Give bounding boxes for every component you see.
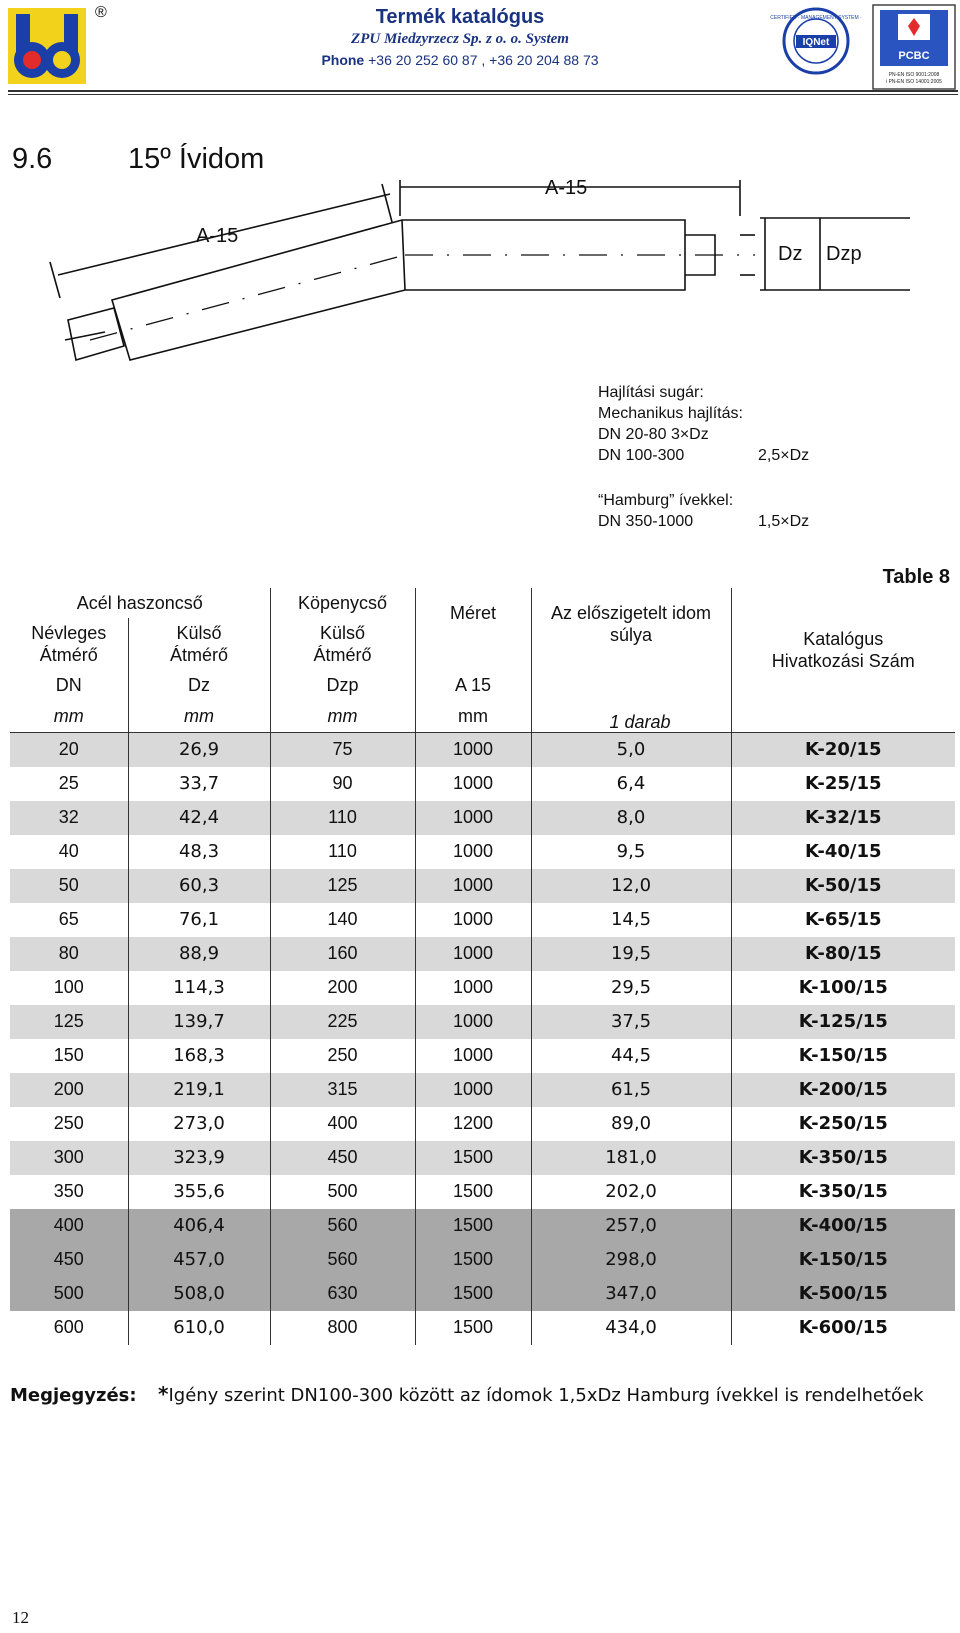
cell-catalog-ref: K-40/15 xyxy=(731,835,955,869)
header-outer: Külső Átmérő xyxy=(128,618,270,670)
header-unit-weight: 1 darab xyxy=(609,712,671,732)
cell-catalog-ref: K-350/15 xyxy=(731,1141,955,1175)
cell-catalog-ref: K-350/15 xyxy=(731,1175,955,1209)
footnote xyxy=(10,1382,924,1406)
cell-dzp: 800 xyxy=(270,1311,415,1345)
radius-label: Hajlítási sugár: xyxy=(598,384,704,401)
cell-a15: 1200 xyxy=(415,1107,531,1141)
cell-weight: 6,4 xyxy=(531,767,731,801)
cell-weight: 347,0 xyxy=(531,1277,731,1311)
cell-a15: 1500 xyxy=(415,1277,531,1311)
cell-weight: 61,5 xyxy=(531,1073,731,1107)
cell-a15: 1000 xyxy=(415,937,531,971)
cell-a15: 1000 xyxy=(415,903,531,937)
cell-catalog-ref: K-65/15 xyxy=(731,903,955,937)
cell-dzp: 75 xyxy=(270,733,415,767)
table-row xyxy=(10,835,955,869)
cell-weight: 89,0 xyxy=(531,1107,731,1141)
cell-catalog-ref: K-150/15 xyxy=(731,1243,955,1277)
cell-dz: 48,3 xyxy=(128,835,270,869)
cell-weight: 37,5 xyxy=(531,1005,731,1039)
table-row xyxy=(10,1141,955,1175)
cell-a15: 1500 xyxy=(415,1141,531,1175)
section-number: 9.6 xyxy=(12,143,53,175)
hamburg-range: DN 350-1000 xyxy=(598,513,694,530)
cell-catalog-ref: K-125/15 xyxy=(731,1005,955,1039)
page-number: 12 xyxy=(12,1608,29,1627)
cell-dn: 250 xyxy=(10,1107,128,1141)
table-row xyxy=(10,971,955,1005)
company-name: ZPU Miedzyrzecz Sp. z o. o. System xyxy=(351,31,569,47)
cell-a15: 1000 xyxy=(415,1073,531,1107)
cell-dz: 610,0 xyxy=(128,1311,270,1345)
mechanical-row-1 xyxy=(598,424,743,445)
cell-dz: 88,9 xyxy=(128,937,270,971)
cell-catalog-ref: K-20/15 xyxy=(731,733,955,767)
cell-dz: 168,3 xyxy=(128,1039,270,1073)
cell-dzp: 250 xyxy=(270,1039,415,1073)
cell-catalog-ref: K-200/15 xyxy=(731,1073,955,1107)
cell-catalog-ref: K-400/15 xyxy=(731,1209,955,1243)
cell-weight: 9,5 xyxy=(531,835,731,869)
pcbc-certificate-badge xyxy=(872,4,956,90)
cell-dn: 350 xyxy=(10,1175,128,1209)
mechanical-row-2 xyxy=(598,445,810,466)
table-row xyxy=(10,801,955,835)
cell-dz: 76,1 xyxy=(128,903,270,937)
cell-dn: 400 xyxy=(10,1209,128,1243)
cell-dz: 406,4 xyxy=(128,1209,270,1243)
cell-catalog-ref: K-150/15 xyxy=(731,1039,955,1073)
svg-text:CERTIFIED · MANAGEMENT SYSTEM: CERTIFIED · MANAGEMENT SYSTEM · xyxy=(770,15,862,21)
header-divider xyxy=(8,90,958,92)
cell-weight: 8,0 xyxy=(531,801,731,835)
svg-text:PCBC: PCBC xyxy=(898,50,930,62)
cell-a15: 1000 xyxy=(415,869,531,903)
cell-a15: 1500 xyxy=(415,1311,531,1345)
cell-weight: 434,0 xyxy=(531,1311,731,1345)
hamburg-row xyxy=(598,511,810,532)
cell-a15: 1500 xyxy=(415,1175,531,1209)
section-title xyxy=(12,143,264,176)
footnote-text: Igény szerint DN100-300 között az ídomok 1,5xDz Hamburg ívekkel is rendelhetőek xyxy=(168,1385,924,1406)
table-row xyxy=(10,937,955,971)
cell-catalog-ref: K-50/15 xyxy=(731,869,955,903)
cell-a15: 1500 xyxy=(415,1209,531,1243)
cell-dz: 26,9 xyxy=(128,733,270,767)
cell-dz: 114,3 xyxy=(128,971,270,1005)
cell-a15: 1000 xyxy=(415,1005,531,1039)
svg-text:PN-EN ISO 9001:2008: PN-EN ISO 9001:2008 xyxy=(888,72,940,78)
header-unit-dz: mm xyxy=(128,700,270,732)
company-logo xyxy=(8,8,86,84)
cell-dn: 80 xyxy=(10,937,128,971)
cell-dn: 50 xyxy=(10,869,128,903)
table-row xyxy=(10,1039,955,1073)
cell-dzp: 400 xyxy=(270,1107,415,1141)
cell-dz: 457,0 xyxy=(128,1243,270,1277)
cell-a15: 1000 xyxy=(415,767,531,801)
mech-row1-value: 3×Dz xyxy=(670,426,709,443)
svg-text:Dz: Dz xyxy=(778,243,803,265)
cell-catalog-ref: K-80/15 xyxy=(731,937,955,971)
header-catalog: Katalógus Hivatkozási Szám xyxy=(731,588,955,732)
section-name: 15º Ívidom xyxy=(128,143,265,175)
cell-dn: 40 xyxy=(10,835,128,869)
cell-catalog-ref: K-32/15 xyxy=(731,801,955,835)
product-table xyxy=(10,588,955,1345)
cell-dzp: 110 xyxy=(270,801,415,835)
cell-catalog-ref: K-600/15 xyxy=(731,1311,955,1345)
cell-a15: 1000 xyxy=(415,801,531,835)
cell-dzp: 560 xyxy=(270,1243,415,1277)
cell-weight: 14,5 xyxy=(531,903,731,937)
svg-text:i PN-EN ISO 14001:2005: i PN-EN ISO 14001:2005 xyxy=(886,79,942,85)
cell-weight: 19,5 xyxy=(531,937,731,971)
cell-weight: 29,5 xyxy=(531,971,731,1005)
svg-text:Dzp: Dzp xyxy=(826,243,862,265)
cell-dn: 150 xyxy=(10,1039,128,1073)
header-steel-group: Acél haszoncső xyxy=(76,593,203,613)
cell-a15: 1000 xyxy=(415,971,531,1005)
header-casing-group: Köpenycső xyxy=(270,588,415,618)
footnote-label: Megjegyzés: xyxy=(10,1385,137,1406)
table-label: Table 8 xyxy=(882,566,950,588)
table-row xyxy=(10,733,955,767)
cell-weight: 181,0 xyxy=(531,1141,731,1175)
phone-label: Phone xyxy=(321,52,365,68)
cell-dzp: 225 xyxy=(270,1005,415,1039)
cell-weight: 202,0 xyxy=(531,1175,731,1209)
cell-dn: 200 xyxy=(10,1073,128,1107)
mech-row1-range: DN 20-80 xyxy=(598,426,667,443)
mechanical-label: Mechanikus hajlítás: xyxy=(598,405,743,422)
cell-dzp: 110 xyxy=(270,835,415,869)
header-unit-dn: mm xyxy=(53,705,84,726)
cell-dz: 323,9 xyxy=(128,1141,270,1175)
header-sym-a15: A 15 mm xyxy=(415,700,531,732)
cell-a15: 1500 xyxy=(415,1243,531,1277)
cell-dn: 20 xyxy=(10,733,128,767)
cell-weight: 298,0 xyxy=(531,1243,731,1277)
cell-dz: 139,7 xyxy=(128,1005,270,1039)
cell-dn: 450 xyxy=(10,1243,128,1277)
cell-catalog-ref: K-25/15 xyxy=(731,767,955,801)
svg-text:A-15: A-15 xyxy=(196,225,239,247)
table-row xyxy=(10,1277,955,1311)
cell-weight: 5,0 xyxy=(531,733,731,767)
cell-a15: 1000 xyxy=(415,1039,531,1073)
iqnet-certificate-seal xyxy=(770,6,862,76)
table-row xyxy=(10,1209,955,1243)
cell-dzp: 560 xyxy=(270,1209,415,1243)
table-row xyxy=(10,1311,955,1345)
table-row xyxy=(10,1073,955,1107)
cell-dzp: 125 xyxy=(270,869,415,903)
footnote-star: * xyxy=(158,1382,169,1406)
table-row xyxy=(10,767,955,801)
cell-dzp: 315 xyxy=(270,1073,415,1107)
cell-dzp: 200 xyxy=(270,971,415,1005)
header-sym-dz: Dz xyxy=(128,670,270,700)
cell-dz: 33,7 xyxy=(128,767,270,801)
phone-line xyxy=(280,52,640,68)
cell-catalog-ref: K-250/15 xyxy=(731,1107,955,1141)
cell-dn: 25 xyxy=(10,767,128,801)
cell-dzp: 140 xyxy=(270,903,415,937)
cell-dn: 300 xyxy=(10,1141,128,1175)
cell-dz: 42,4 xyxy=(128,801,270,835)
catalog-title: Termék katalógus xyxy=(375,6,545,28)
cell-weight: 12,0 xyxy=(531,869,731,903)
cell-catalog-ref: K-100/15 xyxy=(731,971,955,1005)
cell-dn: 500 xyxy=(10,1277,128,1311)
cell-dn: 32 xyxy=(10,801,128,835)
table-row xyxy=(10,903,955,937)
cell-dzp: 90 xyxy=(270,767,415,801)
cell-dzp: 160 xyxy=(270,937,415,971)
table-row xyxy=(10,1175,955,1209)
hamburg-value: 1,5×Dz xyxy=(758,513,810,530)
header-weight: Az előszigetelt idom súlya xyxy=(531,588,731,732)
cell-dn: 65 xyxy=(10,903,128,937)
cell-weight: 44,5 xyxy=(531,1039,731,1073)
svg-text:A-15: A-15 xyxy=(545,177,588,199)
cell-dn: 600 xyxy=(10,1311,128,1345)
table-row xyxy=(10,1005,955,1039)
header-unit-dzp: mm xyxy=(270,700,415,732)
cell-dz: 508,0 xyxy=(128,1277,270,1311)
cell-dn: 100 xyxy=(10,971,128,1005)
cell-dn: 125 xyxy=(10,1005,128,1039)
header-casing-outer: Külső Átmérő xyxy=(270,618,415,670)
cell-dz: 355,6 xyxy=(128,1175,270,1209)
header-nominal: Névleges Átmérő xyxy=(31,623,107,665)
cell-dzp: 450 xyxy=(270,1141,415,1175)
hamburg-label: “Hamburg” ívekkel: xyxy=(598,492,734,509)
phone-numbers: +36 20 252 60 87 , +36 20 204 88 73 xyxy=(368,52,599,68)
cell-weight: 257,0 xyxy=(531,1209,731,1243)
mech-row2-range: DN 100-300 xyxy=(598,447,685,464)
pipe-bend-drawing xyxy=(50,177,910,380)
bend-radius-notes xyxy=(598,382,810,532)
mech-row2-value: 2,5×Dz xyxy=(758,447,810,464)
cell-dz: 60,3 xyxy=(128,869,270,903)
header-sym-dn: DN xyxy=(55,675,82,695)
cell-a15: 1000 xyxy=(415,835,531,869)
cell-dzp: 630 xyxy=(270,1277,415,1311)
header-size: Méret xyxy=(415,588,531,700)
cell-dz: 273,0 xyxy=(128,1107,270,1141)
cell-dz: 219,1 xyxy=(128,1073,270,1107)
cell-dzp: 500 xyxy=(270,1175,415,1209)
registered-mark: ® xyxy=(95,4,107,21)
cell-catalog-ref: K-500/15 xyxy=(731,1277,955,1311)
svg-text:IQNet: IQNet xyxy=(802,37,830,48)
header-sym-dzp: Dzp xyxy=(270,670,415,700)
cell-a15: 1000 xyxy=(415,733,531,767)
header-divider-thin xyxy=(8,94,958,95)
table-row xyxy=(10,1107,955,1141)
table-row xyxy=(10,869,955,903)
table-row xyxy=(10,1243,955,1277)
